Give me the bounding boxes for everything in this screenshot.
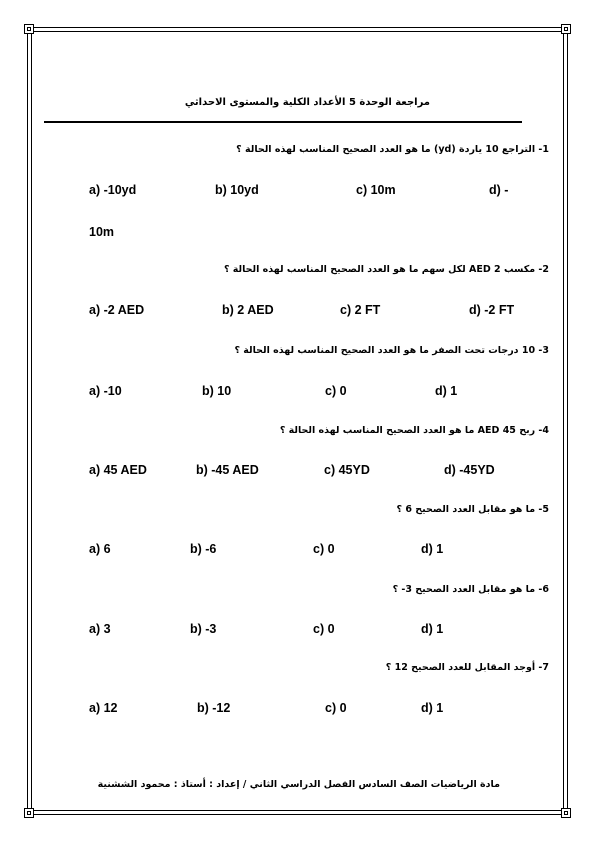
question-3: 3- 10 درجات تحت الصفر ما هو العدد الصحيح المناسب لهذه الحالة ؟ (234, 345, 549, 356)
corner-ornament-top-left (24, 24, 34, 34)
q4-option-c: c) 45YD (324, 463, 370, 477)
q5-option-c: c) 0 (313, 542, 335, 556)
worksheet-title: مراجعة الوحدة 5 الأعداد الكلية والمستوى الاحداثي (184, 97, 430, 108)
question-5: 5- ما هو مقابل العدد الصحيح 6 ؟ (396, 504, 549, 515)
q5-option-d: d) 1 (421, 542, 444, 556)
q6-option-c: c) 0 (313, 622, 335, 636)
q4-option-a: a) 45 AED (89, 463, 147, 477)
q6-option-a: a) 3 (89, 622, 111, 636)
q6-option-b: b) -3 (190, 622, 217, 636)
q2-option-c: c) 2 FT (340, 303, 381, 317)
title-divider (44, 121, 522, 123)
q2-option-d: d) -2 FT (469, 303, 515, 317)
q7-option-d: d) 1 (421, 701, 444, 715)
q3-option-b: b) 10 (202, 384, 232, 398)
q6-option-d: d) 1 (421, 622, 444, 636)
corner-ornament-top-right (561, 24, 571, 34)
q4-option-b: b) -45 AED (196, 463, 259, 477)
q1-option-a: a) -10yd (89, 183, 137, 197)
q5-option-b: b) -6 (190, 542, 217, 556)
corner-ornament-bottom-right (561, 808, 571, 818)
corner-ornament-bottom-left (24, 808, 34, 818)
q2-option-b: b) 2 AED (222, 303, 274, 317)
question-2: 2- مكسب AED 2 لكل سهم ما هو العدد الصحيح المناسب لهذه الحالة ؟ (223, 264, 549, 275)
q3-option-a: a) -10 (89, 384, 122, 398)
question-4: 4- ربح AED 45 ما هو العدد الصحيح المناسب لهذه الحالة ؟ (279, 425, 549, 436)
q2-option-a: a) -2 AED (89, 303, 145, 317)
q7-option-b: b) -12 (197, 701, 231, 715)
q3-option-c: c) 0 (325, 384, 347, 398)
q5-option-a: a) 6 (89, 542, 111, 556)
question-7: 7- أوجد المقابل للعدد الصحيح 12 ؟ (385, 662, 549, 673)
question-6: 6- ما هو مقابل العدد الصحيح 3- ؟ (392, 584, 549, 595)
q1-option-d: d) - (489, 183, 509, 197)
q1-option-b: b) 10yd (215, 183, 259, 197)
question-1: 1- التراجع 10 ياردة (yd) ما هو العدد الصحيح المناسب لهذه الحالة ؟ (236, 144, 549, 155)
page-footer: مادة الرياضيات الصف السادس الفصل الدراسي الثاني / إعداد : أستاذ : محمود الششنية (97, 779, 500, 790)
q3-option-d: d) 1 (435, 384, 458, 398)
q1-option-c: c) 10m (356, 183, 396, 197)
q1-option-d-continued: 10m (89, 225, 115, 239)
q4-option-d: d) -45YD (444, 463, 495, 477)
q7-option-a: a) 12 (89, 701, 118, 715)
q7-option-c: c) 0 (325, 701, 347, 715)
